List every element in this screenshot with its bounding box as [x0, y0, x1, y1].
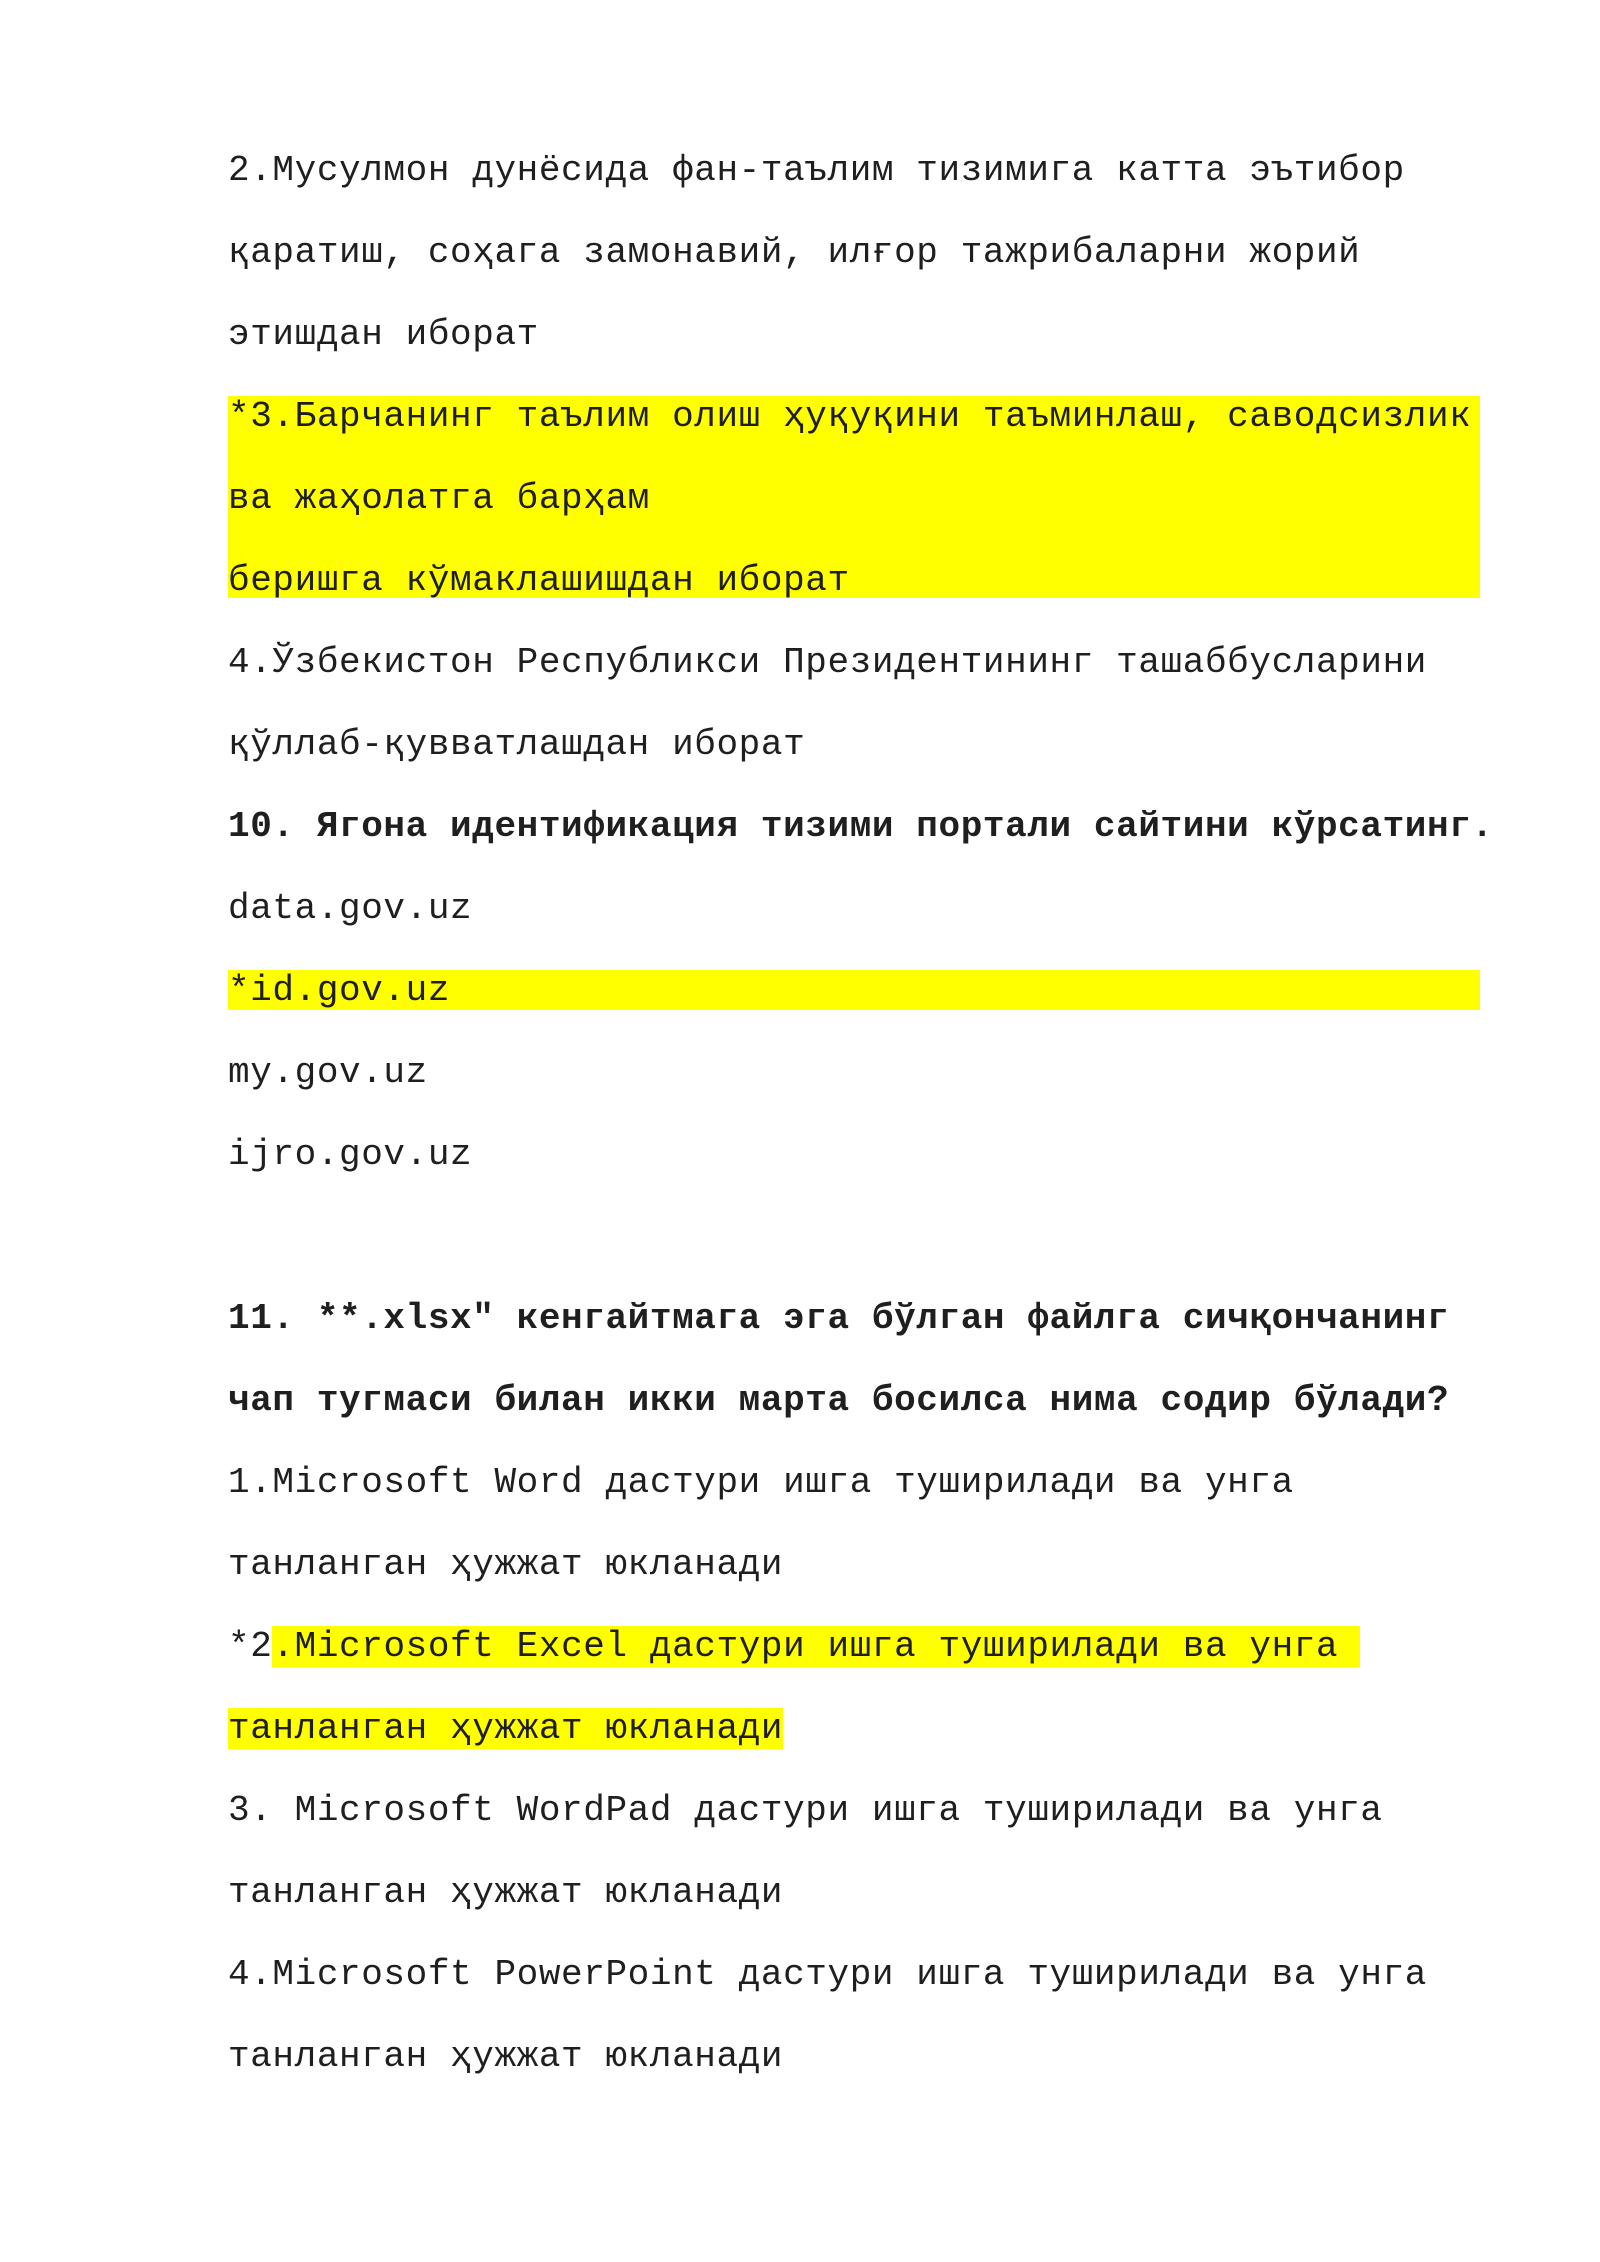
q11-option3-line1: 3. Microsoft WordPad дастури ишга туширилади ва унга [228, 1790, 1383, 1831]
q9-option3-line2: ва жаҳолатга барҳам [228, 478, 650, 519]
q11-option2-highlight-line2: танланган ҳужжат юкланади [228, 1708, 784, 1749]
q9-option3-line3: беришга кўмаклашишдан иборат [228, 560, 850, 601]
q11-option1-line1: 1.Microsoft Word дастури ишга туширилади ва унга [228, 1462, 1294, 1503]
q11-question-line1: 11. **.xlsx" кенгайтмага эга бўлган файлга сичқончанинг [228, 1298, 1450, 1339]
q11-option4-line1: 4.Microsoft PowerPoint дастури ишга туширилади ва унга [228, 1954, 1427, 1995]
q9-option2-line1: 2.Мусулмон дунёсида фан-таълим тизимига катта эътибор [228, 150, 1405, 191]
q11-option4-line2: танланган ҳужжат юкланади [228, 2036, 784, 2077]
q10-option-b: *id.gov.uz [228, 970, 451, 1011]
q11-option1-line2: танланган ҳужжат юкланади [228, 1544, 784, 1585]
q11-option2-prefix: *2 [228, 1626, 273, 1667]
q11-question-line2: чап тугмаси билан икки марта босилса нима содир бўлади? [228, 1380, 1450, 1421]
q10-question: 10. Ягона идентификация тизими портали сайтини кўрсатинг. [228, 806, 1494, 847]
q11-option2-line2 [228, 1688, 783, 1770]
q9-option4-line2: қўллаб-қувватлашдан иборат [228, 724, 806, 765]
q10-option-a: data.gov.uz [228, 888, 473, 929]
q10-option-c: my.gov.uz [228, 1052, 428, 1093]
q11-option2-line1 [228, 1606, 1360, 1688]
q11-option2-highlight-line1: .Microsoft Excel дастури ишга туширилади ва унга [272, 1626, 1361, 1667]
q10-option-d: ijro.gov.uz [228, 1134, 473, 1175]
q9-option3-line1: *3.Барчанинг таълим олиш ҳуқуқини таъминлаш, саводсизлик [228, 396, 1472, 437]
q9-option4-line1: 4.Ўзбекистон Республикси Президентининг ташаббусларини [228, 642, 1427, 683]
q9-option2-line2: қаратиш, соҳага замонавий, илғор тажрибаларни жорий [228, 232, 1361, 273]
q9-option2-line3: этишдан иборат [228, 314, 539, 355]
q11-option3-line2: танланган ҳужжат юкланади [228, 1872, 784, 1913]
